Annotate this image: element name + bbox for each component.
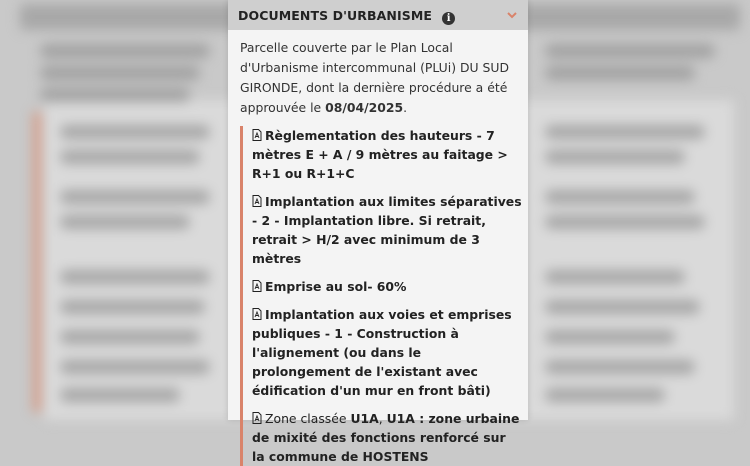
rule-link-footprint[interactable] [252,277,522,296]
bg-line [40,66,200,80]
zone-prefix: Zone classée [265,411,351,426]
bg-accent-bar [34,112,40,412]
approval-date: 08/04/2025 [325,100,404,115]
section-title-wrap [238,5,455,25]
pdf-icon [252,412,262,424]
zone-separator: , [378,411,387,426]
rule-text: Implantation aux voies et emprises publiques - 1 - Construction à l'alignement (ou dans le prolongement de l'existant avec édification d'un mur en front bâti) [252,307,512,398]
bg-line [60,388,180,402]
rule-link-setback[interactable] [252,192,522,268]
intro-suffix: . [403,100,408,115]
bg-line [60,360,210,374]
bg-line [40,44,210,58]
rule-text: Emprise au sol- 60% [265,279,407,294]
rule-link-roads[interactable] [252,305,522,400]
urbanism-documents-panel [228,0,528,464]
pdf-icon [252,129,262,141]
section-title: DOCUMENTS D'URBANISME [238,8,433,23]
zone-link[interactable] [252,409,522,466]
bg-line [545,215,705,229]
bg-line [60,150,200,164]
intro-prefix: Parcelle couverte par le Plan Local d'Urbanisme intercommunal (PLUi) DU SUD GIRONDE, dont la dernière procédure a été approuvée le [240,40,509,115]
section-header[interactable] [228,0,528,30]
rule-text: Règlementation des hauteurs - 7 mètres E + A / 9 mètres au faitage > R+1 ou R+1+C [252,128,508,181]
chevron-down-icon[interactable] [506,9,518,21]
bg-line [545,330,675,344]
info-icon[interactable]: i [442,12,455,25]
bg-line [545,125,705,139]
bg-line [545,190,695,204]
bg-line [60,270,210,284]
rule-link-height[interactable] [252,126,522,183]
pdf-icon [252,195,262,207]
zone-code: U1A [350,411,379,426]
bg-line [545,300,700,314]
zone-code: U1A : [386,411,425,426]
bg-line [60,125,210,139]
bg-line [545,388,665,402]
pdf-icon [252,308,262,320]
bg-line [60,300,205,314]
bg-line [545,360,695,374]
rules-list [240,126,528,466]
bg-line [60,215,190,229]
pdf-icon [252,280,262,292]
bg-line [545,150,685,164]
rule-text: Implantation aux limites séparatives - 2 - Implantation libre. Si retrait, retrait > H/2 avec minimum de 3 mètres [252,194,522,266]
bg-line [40,88,190,102]
bg-line [545,270,685,284]
bg-line [545,44,715,58]
zone-description: zone urbaine de mixité des fonctions renforcé sur la commune de HOSTENS [252,411,520,464]
bg-line [60,330,200,344]
bg-line [545,66,695,80]
intro-text [228,30,528,118]
bg-line [60,190,210,204]
